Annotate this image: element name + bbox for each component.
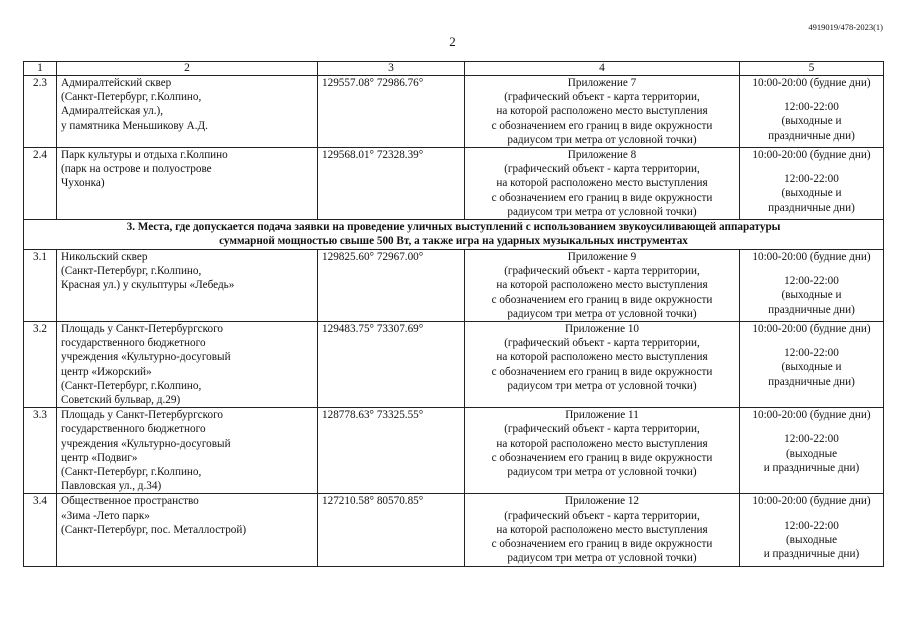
- annex-title: Приложение 12: [564, 495, 640, 508]
- annex-description-line: (графический объект - карта территории,: [504, 163, 700, 176]
- row-number: 3.4: [24, 494, 57, 566]
- holiday-hours-note: праздничные дни): [768, 129, 855, 142]
- holiday-hours: 12:00-22:00: [784, 347, 839, 360]
- row-number: 3.3: [24, 408, 57, 494]
- weekday-hours: 10:00-20:00 (будние дни): [752, 323, 871, 336]
- address-line: «Зима -Лето парк»: [61, 509, 150, 522]
- working-hours: [740, 148, 884, 220]
- address-line: Площадь у Санкт-Петербургского: [61, 409, 223, 422]
- spacer: [744, 422, 879, 432]
- address-line: (Санкт-Петербург, г.Колпино,: [61, 265, 202, 278]
- holiday-hours: 12:00-22:00: [784, 519, 839, 532]
- address-line: (Санкт-Петербург, г.Колпино,: [61, 379, 202, 392]
- annex-description-line: (графический объект - карта территории,: [504, 91, 700, 104]
- document-reference-number: 4919019/478-2023(1): [808, 22, 883, 32]
- coordinates: 128778.63° 73325.55°: [318, 408, 465, 494]
- place-address: [57, 148, 318, 220]
- annex-description-line: с обозначением его границ в виде окружности: [491, 119, 713, 132]
- annex-reference: [465, 148, 740, 220]
- address-line: Никольский сквер: [61, 251, 148, 264]
- annex-description-line: на которой расположено место выступления: [496, 105, 708, 118]
- table-row: [24, 322, 884, 408]
- annex-description-line: на которой расположено место выступления: [496, 279, 708, 292]
- row-number: 2.3: [24, 76, 57, 148]
- table-row: [24, 250, 884, 322]
- address-line: Красная ул.) у скульптуры «Лебедь»: [61, 279, 235, 292]
- coordinates: 129557.08° 72986.76°: [318, 76, 465, 148]
- weekday-hours: 10:00-20:00 (будние дни): [752, 409, 871, 422]
- column-number: 3: [318, 62, 465, 76]
- table-row: [24, 408, 884, 494]
- working-hours: [740, 408, 884, 494]
- annex-description-line: на которой расположено место выступления: [496, 351, 708, 364]
- annex-title: Приложение 10: [564, 323, 640, 336]
- place-address: [57, 408, 318, 494]
- column-number: 1: [24, 62, 57, 76]
- address-line: учреждения «Культурно-досуговый: [61, 437, 231, 450]
- annex-reference: [465, 408, 740, 494]
- holiday-hours-note: праздничные дни): [768, 201, 855, 214]
- holiday-hours-note: (выходные: [785, 533, 838, 546]
- annex-reference: [465, 322, 740, 408]
- address-line: Адмиралтейский сквер: [61, 77, 172, 89]
- annex-description-line: радиусом три метра от условной точки): [507, 379, 697, 392]
- annex-description-line: (графический объект - карта территории,: [504, 337, 700, 350]
- column-number-row: [24, 62, 884, 76]
- annex-title: Приложение 7: [567, 77, 637, 89]
- annex-description-line: с обозначением его границ в виде окружности: [491, 365, 713, 378]
- working-hours: [740, 76, 884, 148]
- annex-description-line: (графический объект - карта территории,: [504, 423, 700, 436]
- row-number: 3.1: [24, 250, 57, 322]
- holiday-hours-note: праздничные дни): [768, 375, 855, 388]
- table-row: [24, 148, 884, 220]
- section-heading-row: [24, 220, 884, 250]
- holiday-hours-note: (выходные и: [781, 115, 842, 128]
- annex-description-line: радиусом три метра от условной точки): [507, 205, 697, 218]
- annex-title: Приложение 11: [565, 409, 639, 422]
- address-line: Адмиралтейская ул.),: [61, 105, 164, 118]
- annex-description-line: радиусом три метра от условной точки): [507, 133, 697, 146]
- coordinates: 129568.01° 72328.39°: [318, 148, 465, 220]
- annex-description-line: радиусом три метра от условной точки): [507, 307, 697, 320]
- spacer: [744, 264, 879, 274]
- places-table: [23, 61, 884, 567]
- holiday-hours-note: праздничные дни): [768, 303, 855, 316]
- section-heading: [24, 220, 884, 250]
- address-line: Чухонка): [61, 177, 105, 190]
- address-line: у памятника Меньшикову А.Д.: [61, 119, 208, 132]
- weekday-hours: 10:00-20:00 (будние дни): [752, 495, 871, 508]
- address-line: центр «Подвиг»: [61, 451, 138, 464]
- holiday-hours-note: (выходные и: [781, 289, 842, 302]
- annex-description-line: с обозначением его границ в виде окружности: [491, 538, 713, 551]
- spacer: [744, 90, 879, 100]
- annex-description-line: радиусом три метра от условной точки): [507, 466, 697, 479]
- annex-description-line: радиусом три метра от условной точки): [507, 552, 697, 565]
- column-number: 5: [740, 62, 884, 76]
- holiday-hours: 12:00-22:00: [784, 433, 839, 446]
- table-row: [24, 76, 884, 148]
- annex-title: Приложение 9: [567, 251, 637, 264]
- row-number: 3.2: [24, 322, 57, 408]
- working-hours: [740, 494, 884, 566]
- section-heading-line: суммарной мощностью свыше 500 Вт, а также игра на ударных музыкальных инструментах: [219, 234, 688, 247]
- holiday-hours: 12:00-22:00: [784, 101, 839, 114]
- place-address: [57, 494, 318, 566]
- page-number: 2: [449, 34, 456, 49]
- coordinates: 129483.75° 73307.69°: [318, 322, 465, 408]
- address-line: государственного бюджетного: [61, 337, 206, 350]
- weekday-hours: 10:00-20:00 (будние дни): [752, 77, 871, 89]
- annex-description-line: с обозначением его границ в виде окружности: [491, 451, 713, 464]
- holiday-hours-note: (выходные: [785, 447, 838, 460]
- address-line: Общественное пространство: [61, 495, 199, 508]
- spacer: [744, 509, 879, 519]
- coordinates: 129825.60° 72967.00°: [318, 250, 465, 322]
- annex-reference: [465, 250, 740, 322]
- holiday-hours-note: (выходные и: [781, 187, 842, 200]
- holiday-hours-note: (выходные и: [781, 361, 842, 374]
- address-line: государственного бюджетного: [61, 423, 206, 436]
- working-hours: [740, 250, 884, 322]
- address-line: Парк культуры и отдыха г.Колпино: [61, 149, 228, 162]
- column-number: 4: [465, 62, 740, 76]
- annex-description-line: на которой расположено место выступления: [496, 437, 708, 450]
- place-address: [57, 322, 318, 408]
- section-heading-line: 3. Места, где допускается подача заявки на проведение уличных выступлений с использованием звукоусиливающей аппаратуры: [126, 221, 781, 234]
- annex-reference: [465, 494, 740, 566]
- annex-description-line: на которой расположено место выступления: [496, 523, 708, 536]
- working-hours: [740, 322, 884, 408]
- place-address: [57, 250, 318, 322]
- annex-description-line: с обозначением его границ в виде окружности: [491, 293, 713, 306]
- annex-reference: [465, 76, 740, 148]
- address-line: Павловская ул., д.34): [61, 480, 162, 493]
- coordinates: 127210.58° 80570.85°: [318, 494, 465, 566]
- annex-description-line: с обозначением его границ в виде окружности: [491, 191, 713, 204]
- address-line: (Санкт-Петербург, пос. Металлострой): [61, 523, 247, 536]
- address-line: (Санкт-Петербург, г.Колпино,: [61, 466, 202, 479]
- spacer: [744, 162, 879, 172]
- spacer: [744, 336, 879, 346]
- address-line: учреждения «Культурно-досуговый: [61, 351, 231, 364]
- annex-description-line: на которой расположено место выступления: [496, 177, 708, 190]
- address-line: Советский бульвар, д.29): [61, 394, 181, 407]
- weekday-hours: 10:00-20:00 (будние дни): [752, 149, 871, 162]
- table-row: [24, 494, 884, 566]
- address-line: центр «Ижорский»: [61, 365, 152, 378]
- row-number: 2.4: [24, 148, 57, 220]
- holiday-hours-note: и праздничные дни): [763, 548, 860, 561]
- address-line: (парк на острове и полуострове: [61, 163, 212, 176]
- address-line: Площадь у Санкт-Петербургского: [61, 323, 223, 336]
- holiday-hours-note: и праздничные дни): [763, 461, 860, 474]
- holiday-hours: 12:00-22:00: [784, 275, 839, 288]
- place-address: [57, 76, 318, 148]
- annex-description-line: (графический объект - карта территории,: [504, 265, 700, 278]
- annex-title: Приложение 8: [567, 149, 637, 162]
- weekday-hours: 10:00-20:00 (будние дни): [752, 251, 871, 264]
- column-number: 2: [57, 62, 318, 76]
- annex-description-line: (графический объект - карта территории,: [504, 509, 700, 522]
- address-line: (Санкт-Петербург, г.Колпино,: [61, 91, 202, 104]
- holiday-hours: 12:00-22:00: [784, 173, 839, 186]
